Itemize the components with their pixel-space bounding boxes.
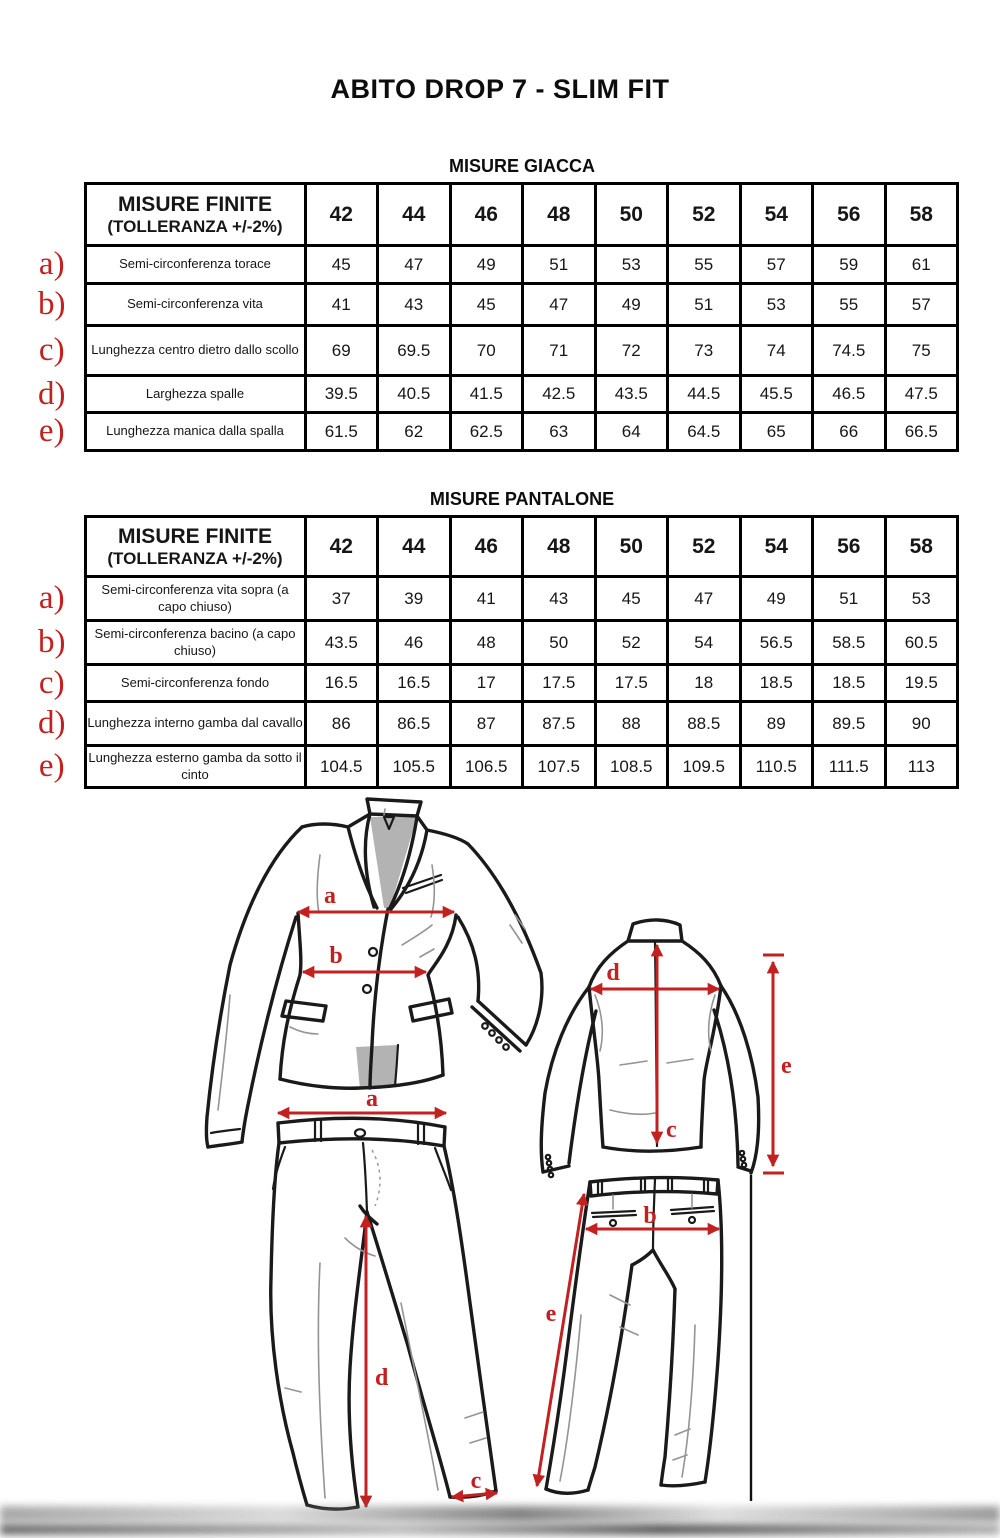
table-row	[30, 702, 958, 746]
size-value-cell: 64.5	[668, 413, 741, 451]
sleeve-measure-arrow	[763, 955, 792, 1173]
size-value-cell: 58.5	[813, 621, 886, 665]
table-row	[30, 746, 958, 788]
measure-header-cell	[85, 184, 305, 246]
scan-artifact-band	[0, 1506, 1000, 1522]
size-value-cell: 16.5	[378, 665, 451, 702]
measure-label-a: a	[324, 883, 336, 909]
size-value-cell: 111.5	[813, 746, 886, 788]
row-letter: e)	[38, 748, 65, 784]
size-column-header: 54	[740, 184, 813, 246]
size-value-cell: 59	[813, 246, 886, 284]
measure-header-line2: (TOLLERANZA +/-2%)	[107, 548, 283, 568]
size-value-cell: 43.5	[305, 621, 378, 665]
size-value-cell: 50	[523, 621, 596, 665]
size-value-cell: 17	[450, 665, 523, 702]
size-value-cell: 60.5	[885, 621, 958, 665]
row-label: Lunghezza centro dietro dallo scollo	[85, 326, 305, 376]
size-value-cell: 17.5	[523, 665, 596, 702]
size-value-cell: 47	[523, 284, 596, 326]
row-letter: c)	[38, 664, 65, 701]
size-value-cell: 66	[813, 413, 886, 451]
size-column-header: 46	[450, 517, 523, 577]
size-value-cell: 86.5	[378, 702, 451, 746]
size-value-cell: 105.5	[378, 746, 451, 788]
jacket-back-drawing	[535, 915, 815, 1185]
size-column-header: 58	[885, 517, 958, 577]
size-value-cell: 51	[813, 577, 886, 621]
row-label: Semi-circonferenza vita sopra (a capo chiuso)	[85, 577, 305, 621]
jacket-back-outline	[541, 920, 758, 1177]
row-label: Larghezza spalle	[85, 376, 305, 413]
size-value-cell: 74.5	[813, 326, 886, 376]
size-value-cell: 51	[523, 246, 596, 284]
size-value-cell: 61	[885, 246, 958, 284]
row-letter: d)	[38, 375, 66, 412]
size-value-cell: 46	[378, 621, 451, 665]
trousers-section	[30, 489, 959, 789]
size-value-cell: 62.5	[450, 413, 523, 451]
size-value-cell: 63	[523, 413, 596, 451]
size-column-header: 46	[450, 184, 523, 246]
size-value-cell: 54	[668, 621, 741, 665]
size-value-cell: 110.5	[740, 746, 813, 788]
size-value-cell: 18	[668, 665, 741, 702]
outseam-measure-arrow	[537, 1194, 584, 1486]
size-value-cell: 45.5	[740, 376, 813, 413]
size-value-cell: 41	[450, 577, 523, 621]
size-value-cell: 65	[740, 413, 813, 451]
table-row	[30, 413, 958, 451]
size-value-cell: 87.5	[523, 702, 596, 746]
waist-measure-arrow	[278, 1086, 446, 1113]
row-label: Semi-circonferenza torace	[85, 246, 305, 284]
size-value-cell: 108.5	[595, 746, 668, 788]
size-value-cell: 45	[305, 246, 378, 284]
size-column-header: 52	[668, 184, 741, 246]
size-value-cell: 104.5	[305, 746, 378, 788]
size-column-header: 42	[305, 184, 378, 246]
size-value-cell: 39.5	[305, 376, 378, 413]
corner-cell	[30, 517, 85, 577]
size-value-cell: 90	[885, 702, 958, 746]
size-value-cell: 70	[450, 326, 523, 376]
size-value-cell: 71	[523, 326, 596, 376]
size-value-cell: 37	[305, 577, 378, 621]
size-column-header: 50	[595, 184, 668, 246]
size-value-cell: 53	[595, 246, 668, 284]
row-label: Lunghezza manica dalla spalla	[85, 413, 305, 451]
size-value-cell: 53	[740, 284, 813, 326]
corner-cell	[30, 184, 85, 246]
waist-measure-arrow	[303, 943, 426, 972]
size-value-cell: 51	[668, 284, 741, 326]
size-value-cell: 42.5	[523, 376, 596, 413]
size-value-cell: 43	[378, 284, 451, 326]
size-value-cell: 18.5	[813, 665, 886, 702]
size-value-cell: 69.5	[378, 326, 451, 376]
size-value-cell: 62	[378, 413, 451, 451]
measure-label-d: d	[606, 960, 620, 986]
size-value-cell: 57	[740, 246, 813, 284]
size-value-cell: 56.5	[740, 621, 813, 665]
size-value-cell: 39	[378, 577, 451, 621]
row-label: Lunghezza interno gamba dal cavallo	[85, 702, 305, 746]
measure-label-b: b	[329, 943, 343, 969]
row-label: Semi-circonferenza fondo	[85, 665, 305, 702]
size-value-cell: 61.5	[305, 413, 378, 451]
size-value-cell: 109.5	[668, 746, 741, 788]
jacket-size-table	[30, 182, 959, 452]
size-value-cell: 87	[450, 702, 523, 746]
size-value-cell: 75	[885, 326, 958, 376]
size-column-header: 52	[668, 517, 741, 577]
size-value-cell: 52	[595, 621, 668, 665]
size-value-cell: 49	[740, 577, 813, 621]
row-letter: b)	[38, 286, 66, 322]
size-value-cell: 40.5	[378, 376, 451, 413]
size-value-cell: 72	[595, 326, 668, 376]
size-value-cell: 89.5	[813, 702, 886, 746]
size-column-header: 54	[740, 517, 813, 577]
measure-label-b: b	[643, 1203, 657, 1229]
size-value-cell: 43	[523, 577, 596, 621]
size-value-cell: 44.5	[668, 376, 741, 413]
size-value-cell: 57	[885, 284, 958, 326]
size-value-cell: 55	[668, 246, 741, 284]
size-value-cell: 45	[450, 284, 523, 326]
size-value-cell: 48	[450, 621, 523, 665]
size-value-cell: 88	[595, 702, 668, 746]
measure-header-line2: (TOLLERANZA +/-2%)	[107, 216, 283, 236]
size-column-header: 44	[378, 517, 451, 577]
row-label: Semi-circonferenza vita	[85, 284, 305, 326]
size-value-cell: 19.5	[885, 665, 958, 702]
table-row	[30, 246, 958, 284]
table-header-row	[30, 184, 958, 246]
measure-label-e: e	[545, 1301, 557, 1327]
row-letter: a)	[38, 580, 65, 616]
size-value-cell: 16.5	[305, 665, 378, 702]
size-column-header: 44	[378, 184, 451, 246]
size-value-cell: 49	[450, 246, 523, 284]
jacket-table-title: MISURE GIACCA	[448, 156, 595, 176]
row-label: Semi-circonferenza bacino (a capo chiuso)	[85, 621, 305, 665]
trousers-front-outline	[271, 1118, 496, 1509]
size-value-cell: 47.5	[885, 376, 958, 413]
measure-header-cell	[85, 517, 305, 577]
size-value-cell: 45	[595, 577, 668, 621]
size-value-cell: 41	[305, 284, 378, 326]
row-letter: a)	[38, 246, 65, 282]
size-value-cell: 55	[813, 284, 886, 326]
table-row	[30, 665, 958, 702]
size-column-header: 48	[523, 517, 596, 577]
size-value-cell: 106.5	[450, 746, 523, 788]
page-title: ABITO DROP 7 - SLIM FIT	[330, 74, 670, 104]
row-letter: c)	[38, 332, 65, 368]
size-value-cell: 86	[305, 702, 378, 746]
measure-header-line1: MISURE FINITE	[117, 192, 272, 216]
measure-label-e: e	[781, 1053, 792, 1079]
trousers-front-drawing	[225, 1088, 525, 1520]
size-value-cell: 69	[305, 326, 378, 376]
measure-label-a: a	[366, 1086, 378, 1112]
measure-label-d: d	[375, 1365, 389, 1391]
size-value-cell: 18.5	[740, 665, 813, 702]
size-value-cell: 46.5	[813, 376, 886, 413]
row-letter: b)	[38, 624, 66, 660]
hem-measure-arrow	[452, 1468, 497, 1497]
size-value-cell: 113	[885, 746, 958, 788]
inseam-measure-arrow	[366, 1216, 389, 1507]
row-letter: e)	[38, 413, 65, 449]
table-row	[30, 284, 958, 326]
table-row	[30, 577, 958, 621]
scan-artifact-band	[0, 1524, 1000, 1535]
size-value-cell: 73	[668, 326, 741, 376]
size-column-header: 56	[813, 184, 886, 246]
measure-label-c: c	[666, 1117, 677, 1143]
size-column-header: 58	[885, 184, 958, 246]
trousers-size-table	[30, 515, 959, 789]
row-letter: d)	[38, 705, 66, 741]
size-value-cell: 64	[595, 413, 668, 451]
table-header-row	[30, 517, 958, 577]
size-value-cell: 47	[378, 246, 451, 284]
size-value-cell: 53	[885, 577, 958, 621]
size-value-cell: 107.5	[523, 746, 596, 788]
table-row	[30, 376, 958, 413]
size-value-cell: 89	[740, 702, 813, 746]
size-value-cell: 41.5	[450, 376, 523, 413]
center-back-measure-arrow	[657, 945, 677, 1143]
measure-label-c: c	[470, 1468, 482, 1494]
size-value-cell: 47	[668, 577, 741, 621]
size-column-header: 42	[305, 517, 378, 577]
jacket-section	[30, 156, 959, 452]
table-row	[30, 326, 958, 376]
trousers-back-drawing	[525, 1165, 765, 1515]
row-label: Lunghezza esterno gamba da sotto il cinto	[85, 746, 305, 788]
measure-header-line1: MISURE FINITE	[117, 524, 272, 548]
size-column-header: 48	[523, 184, 596, 246]
size-value-cell: 88.5	[668, 702, 741, 746]
trousers-table-title: MISURE PANTALONE	[429, 489, 615, 509]
size-value-cell: 49	[595, 284, 668, 326]
table-row	[30, 621, 958, 665]
size-value-cell: 74	[740, 326, 813, 376]
size-value-cell: 17.5	[595, 665, 668, 702]
size-value-cell: 43.5	[595, 376, 668, 413]
size-value-cell: 66.5	[885, 413, 958, 451]
size-column-header: 56	[813, 517, 886, 577]
size-column-header: 50	[595, 517, 668, 577]
